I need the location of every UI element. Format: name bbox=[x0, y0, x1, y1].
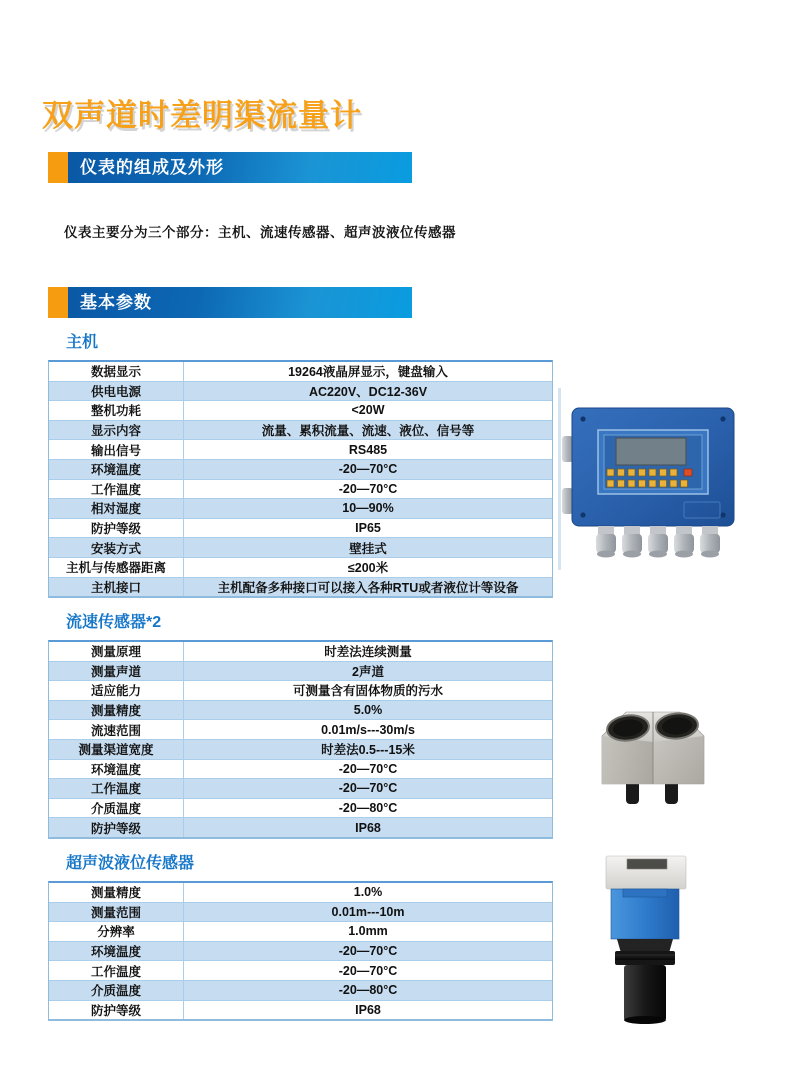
spec-label: 输出信号 bbox=[49, 440, 184, 459]
table-row bbox=[49, 740, 552, 760]
orange-accent-block bbox=[48, 287, 68, 318]
table-row bbox=[49, 799, 552, 819]
spec-value: RS485 bbox=[348, 442, 388, 457]
spec-value: -20—70°C bbox=[338, 481, 398, 496]
spec-label: 介质温度 bbox=[49, 799, 184, 818]
table-title-level-sensor: 超声波液位传感器 bbox=[66, 855, 195, 872]
spec-value: ≤200米 bbox=[347, 561, 389, 576]
page-title: 双声道时差明渠流量计 bbox=[42, 98, 362, 133]
table-title-main-unit: 主机 bbox=[66, 334, 99, 351]
spec-label: 防护等级 bbox=[49, 818, 184, 837]
main-unit-photo bbox=[558, 388, 765, 575]
spec-label: 分辨率 bbox=[49, 922, 184, 941]
table-row bbox=[49, 779, 552, 799]
section-header-label: 仪表的组成及外形 bbox=[68, 152, 412, 183]
spec-value: 1.0% bbox=[353, 885, 383, 900]
spec-value: -20—70°C bbox=[338, 944, 398, 959]
table-row bbox=[49, 519, 552, 539]
spec-label: 测量精度 bbox=[49, 883, 184, 902]
table-row bbox=[49, 883, 552, 903]
table-row bbox=[49, 558, 552, 578]
main-unit-spec-group bbox=[48, 329, 553, 598]
spec-value: IP68 bbox=[355, 820, 381, 835]
spec-label: 流速范围 bbox=[49, 720, 184, 739]
spec-value: 主机配备多种接口可以接入各种RTU或者液位计等设备 bbox=[217, 580, 519, 595]
spec-label: 适应能力 bbox=[49, 681, 184, 700]
spec-value: IP65 bbox=[355, 521, 381, 536]
table-row bbox=[49, 662, 552, 682]
spec-label: 相对湿度 bbox=[49, 499, 184, 518]
level-sensor-photo bbox=[592, 846, 710, 1044]
table-row bbox=[49, 538, 552, 558]
spec-value: -20—80°C bbox=[338, 801, 398, 816]
spec-label: 测量精度 bbox=[49, 701, 184, 720]
spec-label: 测量范围 bbox=[49, 903, 184, 922]
spec-label: 供电电源 bbox=[49, 382, 184, 401]
spec-value: -20—70°C bbox=[338, 462, 398, 477]
spec-label: 测量渠道宽度 bbox=[49, 740, 184, 759]
spec-value: 1.0mm bbox=[348, 924, 388, 939]
spec-label: 防护等级 bbox=[49, 1001, 184, 1020]
section-header-label: 基本参数 bbox=[68, 287, 412, 318]
main-unit-spec-table bbox=[48, 360, 553, 598]
velocity-sensor-spec-group bbox=[48, 609, 553, 839]
spec-value: -20—70°C bbox=[338, 963, 398, 978]
table-row bbox=[49, 642, 552, 662]
section-header-composition bbox=[48, 152, 412, 183]
spec-label: 主机与传感器距离 bbox=[49, 558, 184, 577]
spec-label: 主机接口 bbox=[49, 578, 184, 597]
spec-value: 19264液晶屏显示，键盘输入 bbox=[288, 365, 448, 380]
table-row bbox=[49, 382, 552, 402]
spec-value: 0.01m/s---30m/s bbox=[321, 722, 415, 737]
table-row bbox=[49, 578, 552, 598]
spec-value: 可测量含有固体物质的污水 bbox=[292, 684, 443, 699]
composition-description: 仪表主要分为三个部分：主机、流速传感器、超声波液位传感器 bbox=[64, 225, 456, 240]
spec-value: 5.0% bbox=[353, 703, 383, 718]
spec-label: 显示内容 bbox=[49, 421, 184, 440]
spec-label: 安装方式 bbox=[49, 538, 184, 557]
spec-value: -20—70°C bbox=[338, 761, 398, 776]
spec-label: 测量声道 bbox=[49, 662, 184, 681]
table-row bbox=[49, 760, 552, 780]
spec-value: 10—90% bbox=[342, 501, 394, 516]
spec-label: 环境温度 bbox=[49, 460, 184, 479]
spec-value: 2声道 bbox=[352, 664, 384, 679]
spec-value: 壁挂式 bbox=[349, 541, 387, 556]
spec-label: 数据显示 bbox=[49, 362, 184, 381]
table-row bbox=[49, 401, 552, 421]
spec-value: IP68 bbox=[355, 1002, 381, 1017]
spec-value: 0.01m---10m bbox=[331, 904, 405, 919]
table-row bbox=[49, 681, 552, 701]
spec-label: 介质温度 bbox=[49, 981, 184, 1000]
table-row bbox=[49, 460, 552, 480]
spec-value: -20—70°C bbox=[338, 781, 398, 796]
spec-label: 工作温度 bbox=[49, 480, 184, 499]
spec-label: 测量原理 bbox=[49, 642, 184, 661]
table-row bbox=[49, 701, 552, 721]
spec-label: 环境温度 bbox=[49, 942, 184, 961]
orange-accent-block bbox=[48, 152, 68, 183]
table-title-velocity-sensor: 流速传感器*2 bbox=[66, 614, 162, 631]
velocity-sensor-photo bbox=[592, 694, 714, 810]
table-row bbox=[49, 981, 552, 1001]
table-row bbox=[49, 499, 552, 519]
spec-label: 环境温度 bbox=[49, 760, 184, 779]
table-row bbox=[49, 480, 552, 500]
level-sensor-spec-group bbox=[48, 850, 553, 1021]
spec-label: 整机功耗 bbox=[49, 401, 184, 420]
spec-value: 流量、累积流量、流速、液位、信号等 bbox=[261, 424, 475, 439]
table-row bbox=[49, 421, 552, 441]
velocity-sensor-spec-table bbox=[48, 640, 553, 839]
table-row bbox=[49, 942, 552, 962]
spec-value: <20W bbox=[351, 403, 385, 418]
table-row bbox=[49, 818, 552, 838]
table-row bbox=[49, 903, 552, 923]
spec-label: 工作温度 bbox=[49, 961, 184, 980]
table-row bbox=[49, 720, 552, 740]
table-row bbox=[49, 440, 552, 460]
spec-value: 时差法0.5---15米 bbox=[321, 743, 415, 758]
table-row bbox=[49, 362, 552, 382]
spec-value: AC220V、DC12-36V bbox=[308, 384, 428, 399]
table-row bbox=[49, 922, 552, 942]
table-row bbox=[49, 961, 552, 981]
section-header-parameters bbox=[48, 287, 412, 318]
spec-value: -20—80°C bbox=[338, 983, 398, 998]
spec-label: 防护等级 bbox=[49, 519, 184, 538]
table-row bbox=[49, 1001, 552, 1021]
spec-value: 时差法连续测量 bbox=[324, 645, 412, 660]
level-sensor-spec-table bbox=[48, 881, 553, 1021]
spec-label: 工作温度 bbox=[49, 779, 184, 798]
